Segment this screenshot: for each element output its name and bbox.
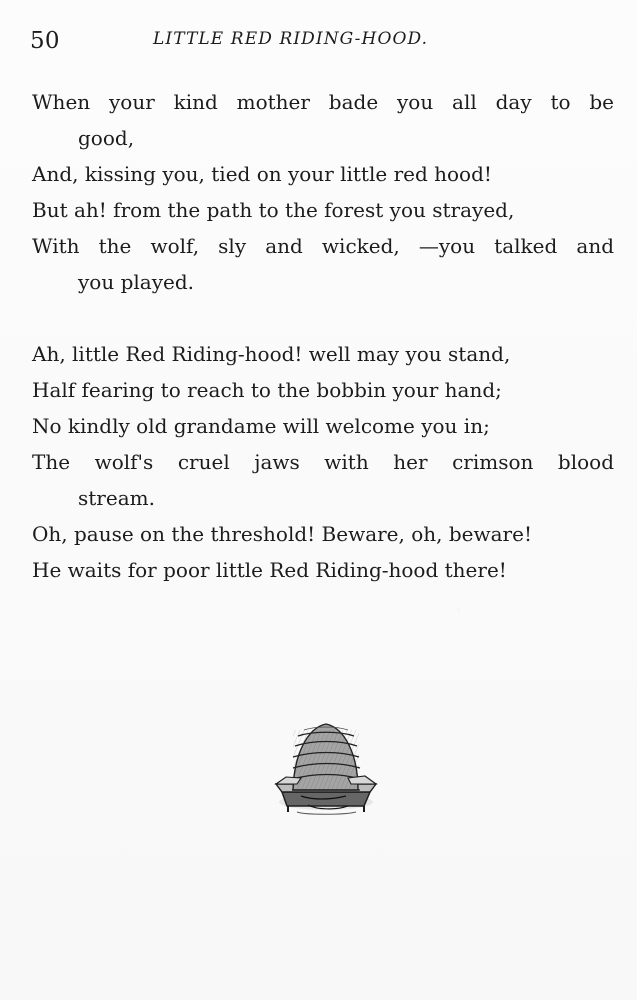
poem-line: Half fearing to reach to the bobbin your hand; — [32, 378, 502, 402]
poem-line-continuation: stream. — [78, 486, 155, 510]
poem-line: When your kind mother bade you all day to be — [32, 90, 614, 114]
poem-line: He waits for poor little Red Riding-hood there! — [32, 558, 507, 582]
poem-line-continuation: you played. — [78, 270, 194, 294]
page-header — [30, 28, 590, 52]
poem-line: No kindly old grandame will welcome you in; — [32, 414, 490, 438]
running-title: LITTLE RED RIDING-HOOD. — [153, 29, 429, 49]
stanza-2 — [32, 336, 614, 588]
poem-line: With the wolf, sly and wicked, —you talked and — [32, 234, 614, 258]
page-number: 50 — [30, 28, 60, 54]
poem-text — [32, 84, 614, 588]
poem-line: And, kissing you, tied on your little red hood! — [32, 162, 492, 186]
poem-line: The wolf's cruel jaws with her crimson blood — [32, 450, 614, 474]
beehive-icon — [268, 712, 383, 820]
poem-line-continuation: good, — [78, 126, 135, 150]
poem-line: But ah! from the path to the forest you strayed, — [32, 198, 515, 222]
stanza-1 — [32, 84, 614, 300]
poem-line: Ah, little Red Riding-hood! well may you stand, — [32, 342, 511, 366]
poem-line: Oh, pause on the threshold! Beware, oh, beware! — [32, 522, 532, 546]
